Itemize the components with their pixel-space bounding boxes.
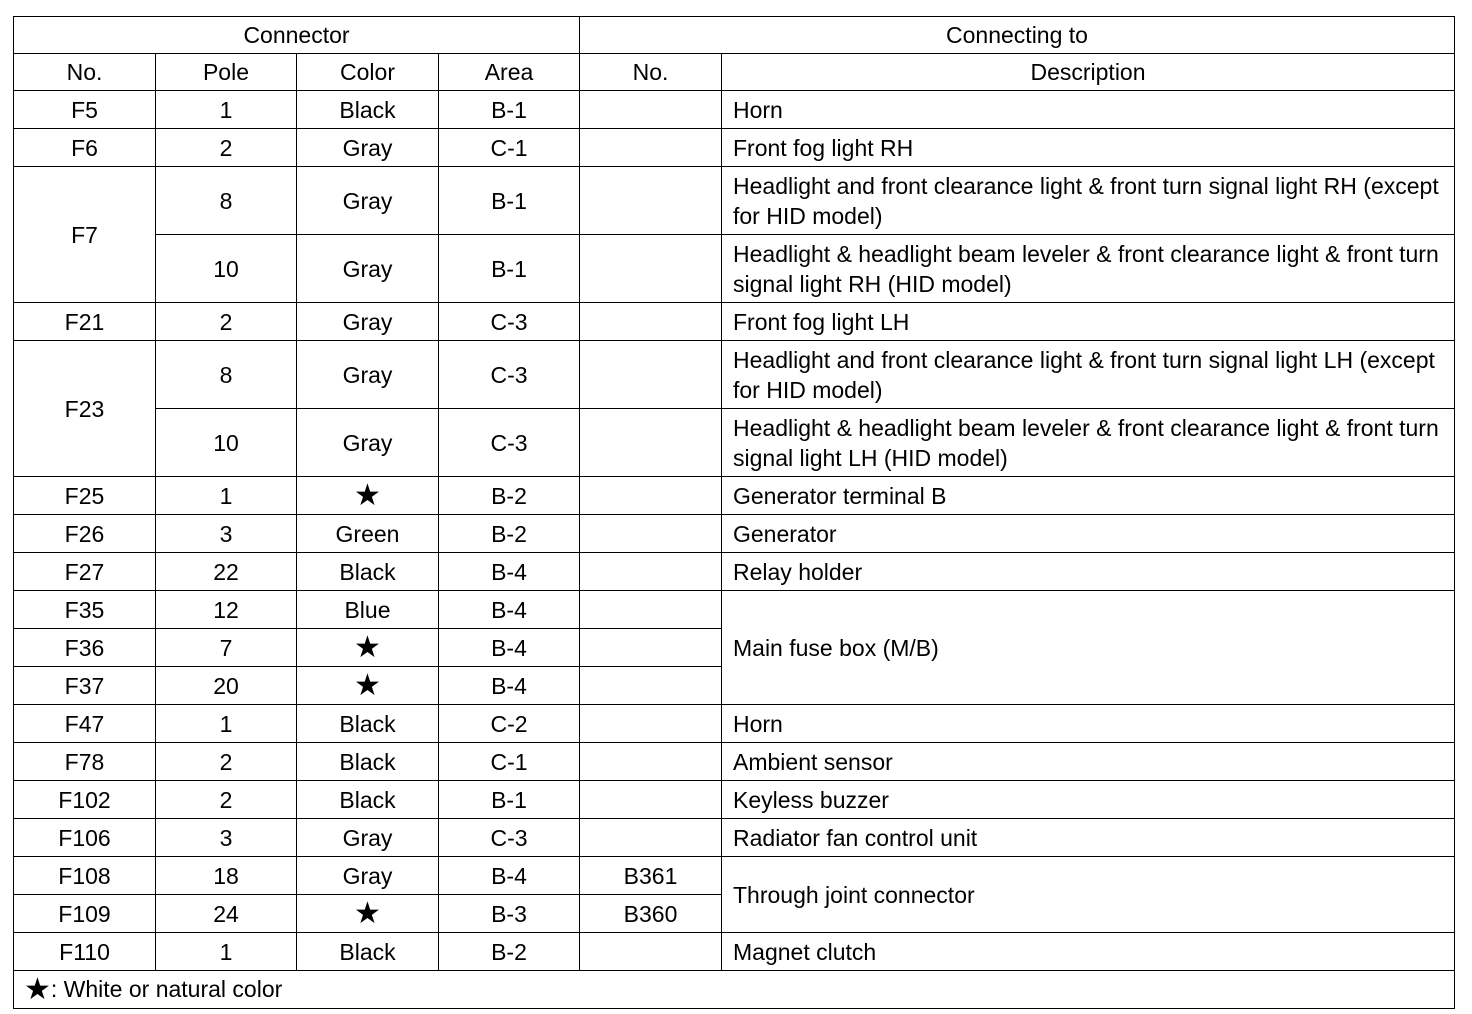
- table-row: [14, 743, 1455, 781]
- pole: 7: [156, 629, 297, 667]
- color: Gray: [297, 819, 439, 857]
- header-to-no: No.: [580, 54, 722, 91]
- table-row: [14, 591, 1455, 629]
- description: Main fuse box (M/B): [722, 591, 1455, 705]
- connector-no: F78: [14, 743, 156, 781]
- connector-no: F47: [14, 705, 156, 743]
- header-no: No.: [14, 54, 156, 91]
- area: B-2: [439, 515, 580, 553]
- to-no: [580, 91, 722, 129]
- connector-table: [13, 16, 1455, 1009]
- pole: 3: [156, 819, 297, 857]
- area: C-3: [439, 409, 580, 477]
- description: Magnet clutch: [722, 933, 1455, 971]
- to-no: [580, 553, 722, 591]
- star-icon: ★: [354, 897, 381, 931]
- area: C-3: [439, 303, 580, 341]
- table-row: [14, 235, 1455, 303]
- area: B-1: [439, 781, 580, 819]
- color: Black: [297, 781, 439, 819]
- color: [297, 895, 439, 933]
- to-no: [580, 743, 722, 781]
- to-no: [580, 129, 722, 167]
- description: Headlight & headlight beam leveler & front clearance light & front turn signal light LH (HID model): [722, 409, 1455, 477]
- area: B-2: [439, 933, 580, 971]
- pole: 10: [156, 409, 297, 477]
- column-header-row: [14, 54, 1455, 91]
- connector-no: F27: [14, 553, 156, 591]
- table-row: [14, 129, 1455, 167]
- to-no: B360: [580, 895, 722, 933]
- color: Black: [297, 933, 439, 971]
- connector-no: F23: [14, 341, 156, 477]
- table-row: [14, 303, 1455, 341]
- pole: 2: [156, 781, 297, 819]
- description: Generator terminal B: [722, 477, 1455, 515]
- pole: 2: [156, 303, 297, 341]
- color: Blue: [297, 591, 439, 629]
- connector-no: F6: [14, 129, 156, 167]
- table-row: [14, 341, 1455, 409]
- pole: 1: [156, 933, 297, 971]
- color: Black: [297, 743, 439, 781]
- to-no: [580, 781, 722, 819]
- to-no: [580, 235, 722, 303]
- header-connecting-to: Connecting to: [580, 17, 1455, 54]
- pole: 2: [156, 743, 297, 781]
- description: Front fog light LH: [722, 303, 1455, 341]
- table-row: [14, 477, 1455, 515]
- pole: 1: [156, 477, 297, 515]
- pole: 1: [156, 705, 297, 743]
- description: Headlight and front clearance light & front turn signal light RH (except for HID model): [722, 167, 1455, 235]
- table-row: [14, 857, 1455, 895]
- area: B-4: [439, 629, 580, 667]
- table-row: [14, 91, 1455, 129]
- area: C-1: [439, 129, 580, 167]
- color: Gray: [297, 409, 439, 477]
- table-row: [14, 409, 1455, 477]
- area: B-3: [439, 895, 580, 933]
- star-icon: ★: [354, 631, 381, 665]
- to-no: [580, 933, 722, 971]
- header-area: Area: [439, 54, 580, 91]
- pole: 1: [156, 91, 297, 129]
- color: [297, 477, 439, 515]
- pole: 8: [156, 167, 297, 235]
- star-icon: ★: [24, 973, 51, 1007]
- description: Relay holder: [722, 553, 1455, 591]
- color: [297, 629, 439, 667]
- connector-no: F21: [14, 303, 156, 341]
- connector-no: F106: [14, 819, 156, 857]
- pole: 3: [156, 515, 297, 553]
- area: C-2: [439, 705, 580, 743]
- area: B-4: [439, 591, 580, 629]
- connector-no: F37: [14, 667, 156, 705]
- pole: 20: [156, 667, 297, 705]
- to-no: [580, 629, 722, 667]
- area: C-3: [439, 819, 580, 857]
- footnote-row: [14, 971, 1455, 1009]
- area: B-4: [439, 667, 580, 705]
- color: Gray: [297, 303, 439, 341]
- area: C-1: [439, 743, 580, 781]
- header-color: Color: [297, 54, 439, 91]
- color: Black: [297, 91, 439, 129]
- pole: 12: [156, 591, 297, 629]
- table-row: [14, 553, 1455, 591]
- color: [297, 667, 439, 705]
- header-connector: Connector: [14, 17, 580, 54]
- footnote-text: : White or natural color: [50, 975, 283, 1002]
- description: Headlight and front clearance light & front turn signal light LH (except for HID model): [722, 341, 1455, 409]
- area: B-4: [439, 553, 580, 591]
- area: B-1: [439, 91, 580, 129]
- description: Front fog light RH: [722, 129, 1455, 167]
- description: Keyless buzzer: [722, 781, 1455, 819]
- group-header-row: [14, 17, 1455, 54]
- to-no: [580, 705, 722, 743]
- to-no: [580, 477, 722, 515]
- table-row: [14, 515, 1455, 553]
- description: Radiator fan control unit: [722, 819, 1455, 857]
- to-no: [580, 303, 722, 341]
- color: Black: [297, 553, 439, 591]
- area: B-4: [439, 857, 580, 895]
- pole: 2: [156, 129, 297, 167]
- description: Headlight & headlight beam leveler & front clearance light & front turn signal light RH (HID model): [722, 235, 1455, 303]
- area: B-2: [439, 477, 580, 515]
- connector-no: F5: [14, 91, 156, 129]
- description: Horn: [722, 91, 1455, 129]
- connector-no: F108: [14, 857, 156, 895]
- connector-no: F102: [14, 781, 156, 819]
- pole: 24: [156, 895, 297, 933]
- pole: 10: [156, 235, 297, 303]
- connector-no: F109: [14, 895, 156, 933]
- description: Ambient sensor: [722, 743, 1455, 781]
- description: Generator: [722, 515, 1455, 553]
- area: B-1: [439, 235, 580, 303]
- color: Black: [297, 705, 439, 743]
- color: Gray: [297, 857, 439, 895]
- connector-no: F26: [14, 515, 156, 553]
- to-no: [580, 409, 722, 477]
- header-pole: Pole: [156, 54, 297, 91]
- description: Horn: [722, 705, 1455, 743]
- to-no: [580, 515, 722, 553]
- table-row: [14, 705, 1455, 743]
- footnote: [14, 971, 1455, 1009]
- table-row: [14, 167, 1455, 235]
- to-no: B361: [580, 857, 722, 895]
- to-no: [580, 819, 722, 857]
- color: Gray: [297, 341, 439, 409]
- table-row: [14, 819, 1455, 857]
- star-icon: ★: [354, 669, 381, 703]
- color: Gray: [297, 167, 439, 235]
- color: Gray: [297, 129, 439, 167]
- area: C-3: [439, 341, 580, 409]
- pole: 18: [156, 857, 297, 895]
- connector-no: F35: [14, 591, 156, 629]
- area: B-1: [439, 167, 580, 235]
- table-row: [14, 933, 1455, 971]
- connector-no: F7: [14, 167, 156, 303]
- pole: 8: [156, 341, 297, 409]
- to-no: [580, 667, 722, 705]
- connector-no: F25: [14, 477, 156, 515]
- connector-no: F36: [14, 629, 156, 667]
- description: Through joint connector: [722, 857, 1455, 933]
- to-no: [580, 341, 722, 409]
- to-no: [580, 167, 722, 235]
- star-icon: ★: [354, 479, 381, 513]
- color: Green: [297, 515, 439, 553]
- table-row: [14, 781, 1455, 819]
- color: Gray: [297, 235, 439, 303]
- pole: 22: [156, 553, 297, 591]
- to-no: [580, 591, 722, 629]
- connector-no: F110: [14, 933, 156, 971]
- header-description: Description: [722, 54, 1455, 91]
